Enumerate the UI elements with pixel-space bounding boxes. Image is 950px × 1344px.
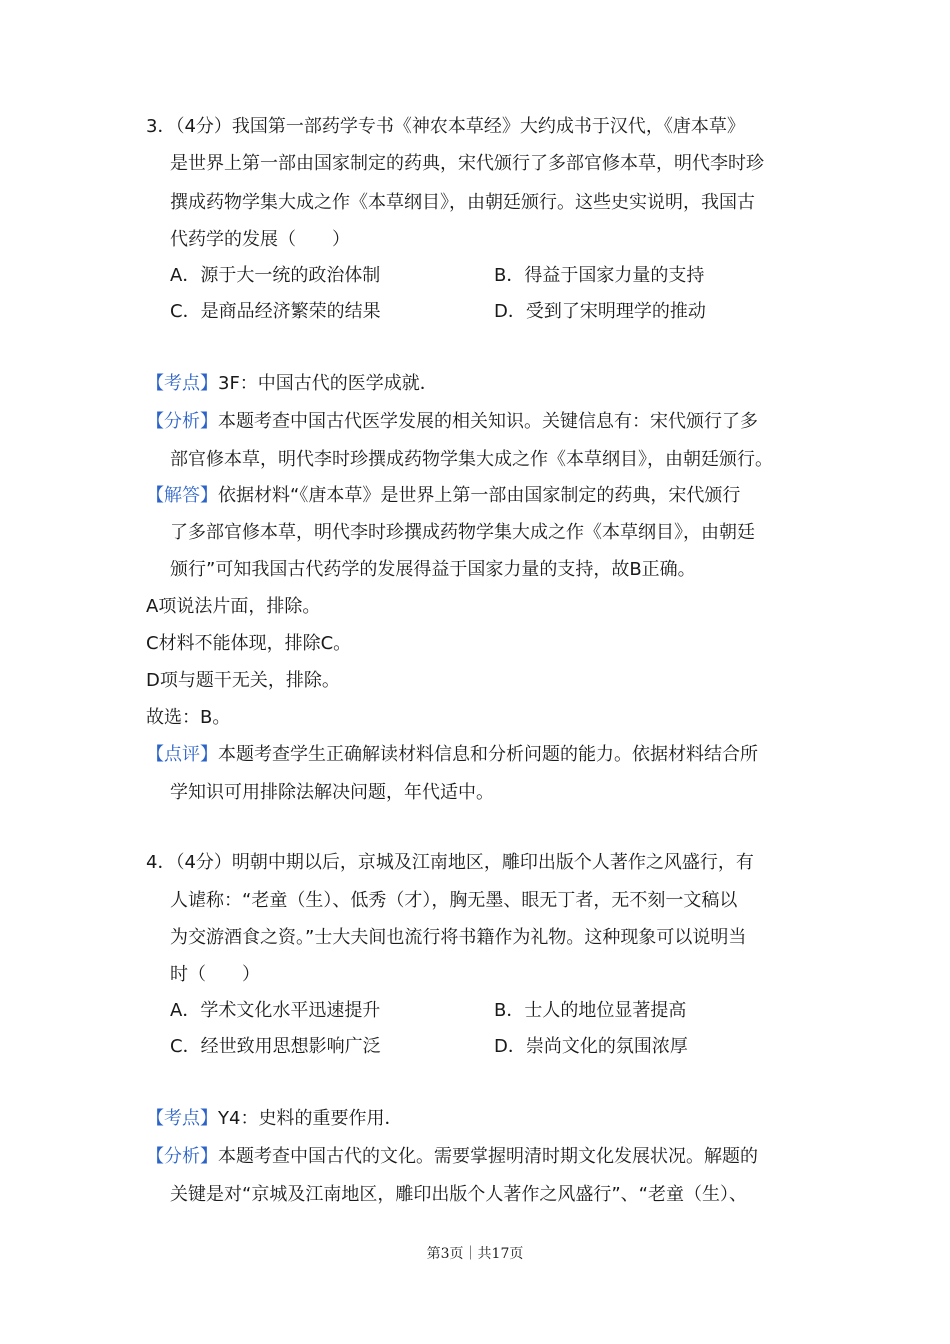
q3-kaodian-tag: 【考点】	[146, 373, 218, 394]
q4-stem-line-1: 4．（4分）明朝中期以后，京城及江南地区，雕印出版个人著作之风盛行，有	[146, 852, 754, 873]
q4-option-b: B．士人的地位显著提高	[494, 1000, 687, 1021]
q3-extra-line-2: C材料不能体现，排除C。	[146, 633, 352, 654]
q3-dianping-line-1	[146, 743, 758, 767]
q3-stem-line-1: 3．（4分）我国第一部药学专书《神农本草经》大约成书于汉代，《唐本草》	[146, 116, 745, 137]
q3-option-b: B．得益于国家力量的支持	[494, 265, 705, 286]
q3-extra-line-3: D项与题干无关，排除。	[146, 670, 340, 691]
q3-option-d: D．受到了宋明理学的推动	[494, 301, 706, 322]
q4-option-c: C．经世致用思想影响广泛	[170, 1036, 381, 1057]
q3-jieda-text-1: 依据材料“《唐本草》是世界上第一部由国家制定的药典，宋代颁行	[218, 485, 741, 506]
q4-stem-line-4: 时（ ）	[170, 964, 260, 985]
q3-extra-line-1: A项说法片面，排除。	[146, 596, 321, 617]
q4-stem-line-2: 人谑称：“老童（生）、低秀（才），胸无墨、眼无丁者，无不刻一文稿以	[170, 890, 738, 911]
q4-kaodian-tag: 【考点】	[146, 1108, 218, 1129]
q3-option-c: C．是商品经济繁荣的结果	[170, 301, 381, 322]
q4-fenxi-line-2: 关键是对“京城及江南地区，雕印出版个人著作之风盛行”、“老童（生）、	[170, 1184, 747, 1205]
q3-jieda-line-3: 颁行”可知我国古代药学的发展得益于国家力量的支持，故B正确。	[170, 559, 696, 580]
q3-answer: 故选：B。	[146, 707, 231, 728]
q4-fenxi-line-1	[146, 1145, 758, 1169]
q4-option-a: A．学术文化水平迅速提升	[170, 1000, 381, 1021]
q3-dianping-tag: 【点评】	[146, 744, 218, 765]
q4-kaodian-text: Y4：史料的重要作用．	[218, 1108, 403, 1129]
q3-stem-line-4: 代药学的发展（ ）	[170, 229, 350, 250]
q3-fenxi-tag: 【分析】	[146, 411, 218, 432]
q3-option-a: A．源于大一统的政治体制	[170, 265, 381, 286]
q3-kaodian	[146, 372, 438, 396]
q3-stem-line-3: 撰成药物学集大成之作《本草纲目》，由朝廷颁行。这些史实说明，我国古	[170, 192, 755, 213]
q3-jieda-line-1	[146, 484, 740, 508]
q4-option-d: D．崇尚文化的氛围浓厚	[494, 1036, 688, 1057]
q3-dianping-text-1: 本题考查学生正确解读材料信息和分析问题的能力。依据材料结合所	[218, 744, 758, 765]
page-footer: 第3页｜共17页	[426, 1246, 524, 1262]
q3-jieda-tag: 【解答】	[146, 485, 218, 506]
q4-fenxi-text-1: 本题考查中国古代的文化。需要掌握明清时期文化发展状况。解题的	[218, 1146, 758, 1167]
q3-jieda-line-2: 了多部官修本草，明代李时珍撰成药物学集大成之作《本草纲目》，由朝廷	[170, 522, 755, 543]
q3-fenxi-line-1	[146, 410, 758, 434]
q3-dianping-line-2: 学知识可用排除法解决问题，年代适中。	[170, 782, 494, 803]
q4-kaodian	[146, 1107, 402, 1131]
q3-kaodian-text: 3F：中国古代的医学成就．	[218, 373, 438, 394]
q4-fenxi-tag: 【分析】	[146, 1146, 218, 1167]
q3-stem-line-2: 是世界上第一部由国家制定的药典，宋代颁行了多部官修本草，明代李时珍	[170, 153, 764, 174]
q4-stem-line-3: 为交游酒食之资。”士大夫间也流行将书籍作为礼物。这种现象可以说明当	[170, 927, 747, 948]
q3-fenxi-text-1: 本题考查中国古代医学发展的相关知识。关键信息有：宋代颁行了多	[218, 411, 758, 432]
q3-fenxi-line-2: 部官修本草，明代李时珍撰成药物学集大成之作《本草纲目》，由朝廷颁行。	[170, 449, 773, 470]
